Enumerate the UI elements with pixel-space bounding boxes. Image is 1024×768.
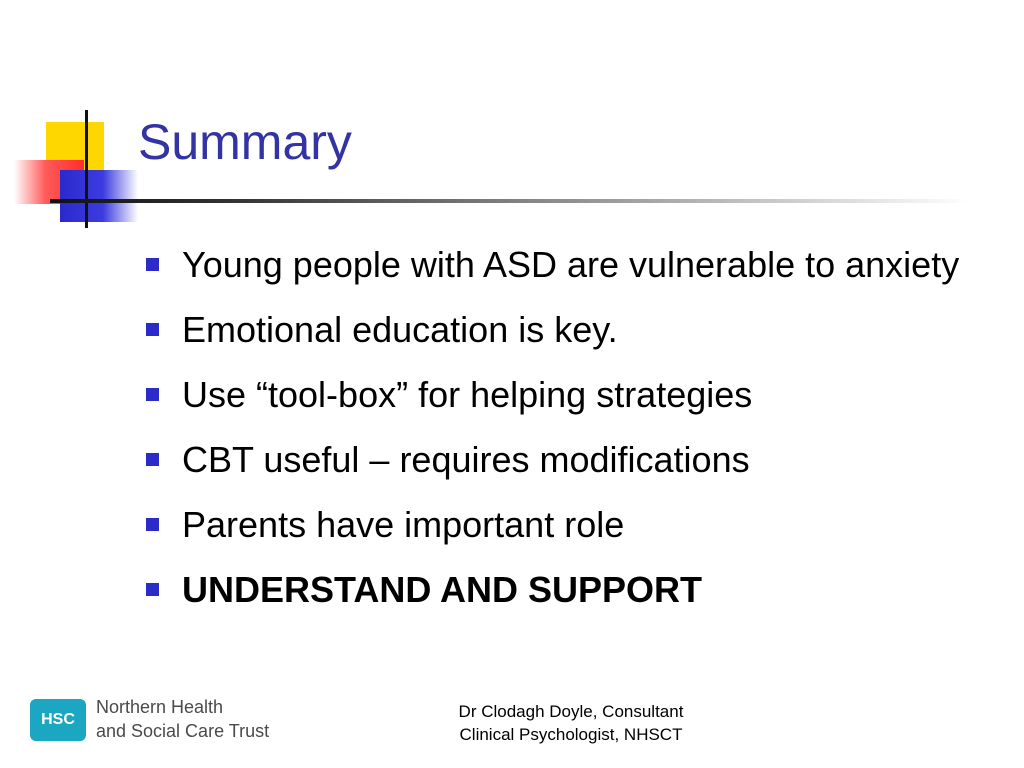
decorative-blue-square [60, 170, 138, 222]
bullet-text: Emotional education is key. [182, 309, 618, 350]
square-bullet-icon [146, 323, 159, 336]
square-bullet-icon [146, 258, 159, 271]
logo-text-line2: and Social Care Trust [96, 721, 270, 741]
logo-text-line1: Northern Health [96, 697, 224, 717]
logo-badge-text: HSC [41, 711, 75, 728]
nhsct-logo [30, 697, 280, 747]
bullet-text: CBT useful – requires modifications [182, 439, 750, 480]
slide-title: Summary [138, 114, 352, 170]
bullet-item-understand-support [140, 563, 960, 617]
bullet-text: Young people with ASD are vulnerable to anxiety [182, 244, 960, 285]
bullet-item-tool-box [140, 368, 960, 422]
credit-line2: Clinical Psychologist, NHSCT [459, 725, 683, 744]
bullet-item-parents [140, 498, 960, 552]
bullet-text: UNDERSTAND AND SUPPORT [182, 569, 703, 610]
bullet-text: Parents have important role [182, 504, 625, 545]
bullet-item-emotional-education [140, 303, 960, 357]
square-bullet-icon [146, 583, 159, 596]
square-bullet-icon [146, 453, 159, 466]
bullet-list [140, 238, 960, 628]
hsc-logo-icon [30, 699, 86, 741]
decorative-vertical-line [85, 110, 88, 228]
bullet-item-asd-anxiety [140, 238, 960, 292]
bullet-item-cbt [140, 433, 960, 487]
credit-line1: Dr Clodagh Doyle, Consultant [458, 702, 684, 721]
bullet-text: Use “tool-box” for helping strategies [182, 374, 753, 415]
title-underline-rule [50, 199, 970, 203]
square-bullet-icon [146, 518, 159, 531]
footer-credit [400, 700, 742, 746]
square-bullet-icon [146, 388, 159, 401]
